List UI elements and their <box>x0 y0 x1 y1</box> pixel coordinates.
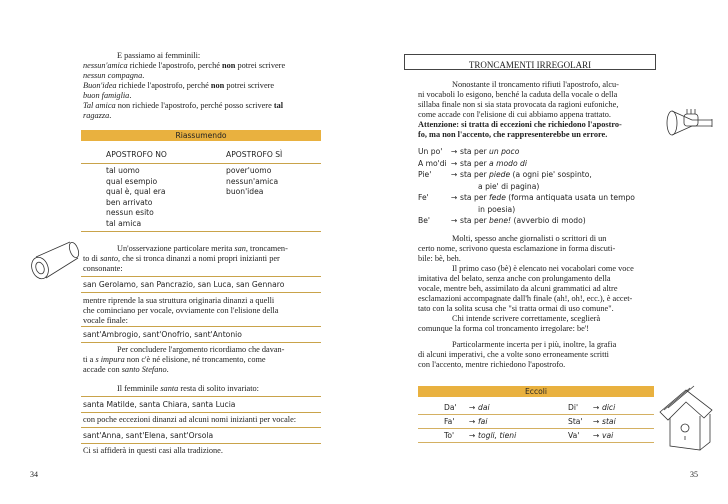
apostrofo-no-item: nessun esito <box>106 208 154 217</box>
san-paragraph <box>83 244 323 274</box>
molti-line: Molti, spesso anche giornalisti o scrittori di un <box>452 234 607 243</box>
birdhouse-sketch-icon <box>656 384 716 456</box>
molti-line: Chi intende scrivere correttamente, sceglierà <box>452 314 601 323</box>
concludere-paragraph <box>83 345 323 375</box>
arrow-icon: → <box>468 417 476 426</box>
riassumendo-divider <box>81 163 321 164</box>
santa-text-a: Il femminile <box>117 384 161 393</box>
imperativo: Da' <box>444 403 457 412</box>
arrow-icon: → <box>450 147 458 156</box>
imperativo-meaning: fai <box>478 417 488 426</box>
femminili-lines <box>83 61 323 121</box>
eccoli-row <box>444 416 487 427</box>
rule-4 <box>81 342 321 343</box>
riassumendo-bottom-rule <box>81 231 321 232</box>
troncamento-row <box>418 215 658 226</box>
s-impura: s impura <box>95 355 125 364</box>
rule-2 <box>81 292 321 293</box>
molti-line: imitativa del belato, senza anche con prolungamento della <box>418 274 611 283</box>
concludere-3b: . <box>166 365 169 374</box>
imperativo: Sta' <box>568 417 583 426</box>
femminili-line <box>83 101 323 111</box>
troncamento-row <box>418 181 658 192</box>
emphasis: non <box>210 81 225 90</box>
example-word: Tal amica <box>83 101 116 110</box>
imperativo-meaning: stai <box>602 417 616 426</box>
arrow-icon: → <box>450 158 458 168</box>
cylinder-sketch-icon <box>26 236 82 282</box>
femminili-line <box>83 111 323 121</box>
grafia-paragraph <box>418 340 654 370</box>
right-page <box>364 0 728 504</box>
example-word: ragazza <box>83 111 110 120</box>
page-number-left: 34 <box>30 470 38 479</box>
ci-si-affidera: Ci si affiderà in questi casi alla tradizione. <box>83 446 223 455</box>
molti-line: vocale, mentre beh, assimilato da alcuni grammatici ad altre <box>418 284 618 293</box>
attenzione-line: fo, ma non l'accento, che rappresenterebbe un errore. <box>418 130 608 139</box>
imperativo-meaning: dici <box>602 403 616 412</box>
troncamento-meaning: a modo di <box>489 158 527 168</box>
molti-line: bile: bè, beh. <box>418 254 461 263</box>
troncamento-meaning: un poco <box>489 147 520 156</box>
troncamento-row <box>418 158 658 169</box>
femminili-line <box>83 61 323 71</box>
santa-text-b: resta di solito invariato: <box>178 384 259 393</box>
imperativo: Di' <box>568 403 579 412</box>
troncamento-row <box>418 192 658 203</box>
molti-line: comunque la forma col troncamento irregolare: be'! <box>418 324 590 333</box>
molti-line: tato con la solita scusa che "si tratta ormai di uso comune". <box>418 304 614 313</box>
trumpet-sketch-icon <box>662 106 716 140</box>
imperativo-meaning: vai <box>602 431 614 440</box>
eccoli-rule <box>418 442 654 443</box>
example-word: nessun compagna <box>83 71 143 80</box>
apostrofo-no-item: tal amica <box>106 218 142 228</box>
mentre-line: vocale finale: <box>83 316 128 325</box>
col-apostrofo-no-header: APOSTROFO NO <box>106 150 167 159</box>
mentre-paragraph <box>83 296 323 326</box>
rule-1 <box>81 276 321 277</box>
femminili-block <box>83 51 323 121</box>
concludere-3a: accade con <box>83 365 122 374</box>
apostrofo-no-item: qual è, qual era <box>106 187 166 196</box>
arrow-icon: → <box>592 417 600 426</box>
mentre-line: che cominciano per vocale, ovviamente con l'elisione della <box>83 306 279 315</box>
troncamento-meaning: fede <box>489 193 506 202</box>
example-word: buon famiglia <box>83 91 130 100</box>
intro-line: sillaba finale non si sia stata provocata da ragioni eufoniche, <box>418 100 619 109</box>
arrow-icon: → <box>450 170 458 179</box>
eccoli-rule <box>418 414 654 415</box>
sant-examples: sant'Ambrogio, sant'Onofrio, sant'Antonio <box>83 330 242 339</box>
eccoli-list <box>418 402 654 450</box>
arrow-icon: → <box>468 431 476 440</box>
imperativo: Va' <box>568 431 580 440</box>
imperativo: Fa' <box>444 417 455 426</box>
sta-per: sta per <box>460 193 490 202</box>
attenzione-note <box>418 120 654 140</box>
santo-stefano: santo Stefano <box>121 365 167 374</box>
san-word: san <box>234 244 246 253</box>
rule-6 <box>81 412 321 413</box>
eccoli-row <box>444 430 516 441</box>
grafia-line: Particolarmente incerta per i più, inoltre, la grafia <box>452 340 617 349</box>
arrow-icon: → <box>592 431 600 440</box>
apostrofo-si-list <box>226 166 278 198</box>
rule-5 <box>81 396 321 397</box>
example-word: Buon'idea <box>83 81 117 90</box>
poche-eccezioni: con poche eccezioni dinanzi ad alcuni nomi inizianti per vocale: <box>83 415 297 424</box>
troncamento-note: (forma antiquata usata un tempo <box>505 193 635 202</box>
eccoli-rule <box>418 428 654 429</box>
troncamento-row <box>418 169 658 180</box>
molti-paragraph <box>418 234 654 334</box>
san-text-3: to di <box>83 254 101 263</box>
san-text-4: , che si tronca dinanzi a nomi propri inizianti per <box>118 254 280 263</box>
line-text: richiede l'apostrofo, perché <box>127 61 222 70</box>
femminili-line <box>83 81 323 91</box>
molti-line: esclamazioni accompagnate dall'h finale (ah!, oh!, ecc.), è accet- <box>418 294 633 303</box>
apostrofo-no-item: tal uomo <box>106 166 140 175</box>
grafia-line: di alcuni imperativi, che a volte sono erroneamente scritti <box>418 350 609 359</box>
apostrofo-si-item: pover'uomo <box>226 166 272 175</box>
troncamento-word: Pie' <box>418 170 432 179</box>
emphasis: tal <box>273 101 284 110</box>
troncamento-word: A mo'di <box>418 158 447 168</box>
sta-per: sta per <box>460 158 490 168</box>
example-word: nessun'amica <box>83 61 128 70</box>
apostrofo-si-item: nessun'amica <box>226 176 279 186</box>
eccoli-row <box>568 416 616 427</box>
san-text-2: , troncamen- <box>245 244 288 253</box>
rule-7 <box>81 427 321 428</box>
line-text: richiede l'apostrofo, perché <box>116 81 211 90</box>
line-text: . <box>142 71 145 80</box>
concludere-2a: ti a <box>83 355 96 364</box>
sta-per: sta per <box>460 147 490 156</box>
santo-word: santo <box>100 254 119 263</box>
troncamento-word: Un po' <box>418 147 443 156</box>
arrow-icon: → <box>468 403 476 412</box>
line-text: non richiede l'apostrofo, perché posso scrivere <box>115 101 274 110</box>
rule-8 <box>81 443 321 444</box>
concludere-2b: non c'è né elisione, né troncamento, come <box>124 355 266 364</box>
troncamento-note: (a ogni pie' sospinto, <box>510 170 592 179</box>
imperativo-meaning: dai <box>478 403 490 412</box>
troncamenti-intro <box>418 80 654 120</box>
troncamento-note: a pie' di pagina) <box>478 181 540 191</box>
san-examples: san Gerolamo, san Pancrazio, san Luca, san Gennaro <box>83 280 285 289</box>
emphasis: non <box>221 61 236 70</box>
troncamento-note: (avverbio di modo) <box>511 216 586 225</box>
sta-per: sta per <box>460 216 490 225</box>
eccoli-row <box>568 430 613 441</box>
rule-3 <box>81 326 321 327</box>
arrow-icon: → <box>592 403 600 412</box>
femminili-line <box>83 91 323 101</box>
santanna-examples: sant'Anna, sant'Elena, sant'Orsola <box>83 431 214 440</box>
troncamenti-title-box <box>404 54 656 70</box>
imperativo-meaning: togli, tieni <box>478 431 517 440</box>
molti-line: certo nome, scrivono questa esclamazione in forma discuti- <box>418 244 616 253</box>
femminile-santa <box>83 384 323 394</box>
col-apostrofo-si-header: APOSTROFO SÌ <box>226 150 283 159</box>
troncamenti-list <box>418 146 658 230</box>
troncamento-row <box>418 146 658 157</box>
apostrofo-si-item: buon'idea <box>226 187 264 196</box>
intro-line: Nonostante il troncamento rifiuti l'apostrofo, alcu- <box>452 80 619 89</box>
line-text: . <box>109 111 112 120</box>
eccoli-row <box>444 402 490 413</box>
page-number-right: 35 <box>690 470 698 479</box>
santa-examples: santa Matilde, santa Chiara, santa Lucia <box>83 400 236 409</box>
concludere-line-1: Per concludere l'argomento ricordiamo che davan- <box>117 345 285 354</box>
riassumendo-title: Riassumendo <box>81 130 321 141</box>
line-text: . <box>129 91 132 100</box>
intro-femminili: E passiamo ai femminili: <box>117 51 201 60</box>
line-text: potrei scrivere <box>235 61 286 70</box>
mentre-line: mentre riprende la sua struttura originaria dinanzi a quelli <box>83 296 275 305</box>
intro-line: come accade con l'elisione di cui abbiamo appena trattato. <box>418 110 611 119</box>
troncamento-row <box>418 204 658 215</box>
arrow-icon: → <box>450 216 458 225</box>
attenzione-line: Attenzione: si tratta di eccezioni che richiedono l'apostro- <box>418 120 622 129</box>
intro-line: ni vocaboli lo esigono, benché la caduta della vocale o della <box>418 90 618 99</box>
arrow-icon: → <box>450 193 458 202</box>
troncamenti-title: TRONCAMENTI IRREGOLARI <box>468 60 592 70</box>
troncamento-word: Fe' <box>418 193 429 202</box>
san-text-1: Un'osservazione particolare merita <box>117 244 235 253</box>
troncamento-note: in poesia) <box>478 204 516 214</box>
troncamento-meaning: bene! <box>489 216 512 225</box>
troncamento-word: Be' <box>418 216 430 225</box>
eccoli-title: Eccoli <box>418 386 654 397</box>
grafia-line: con l'accento, mentre richiedono l'apostrofo. <box>418 360 566 369</box>
apostrofo-no-list <box>106 166 166 229</box>
apostrofo-no-item: ben arrivato <box>106 197 153 207</box>
santa-word: santa <box>160 384 179 393</box>
femminili-line <box>83 71 323 81</box>
troncamento-meaning: piede <box>489 170 511 179</box>
molti-line: Il primo caso (bè) è elencato nei vocabolari come voce <box>452 264 634 273</box>
imperativo: To' <box>444 431 455 440</box>
san-text-5: consonante: <box>83 264 123 273</box>
line-text: potrei scrivere <box>224 81 275 90</box>
sta-per: sta per <box>460 170 490 179</box>
apostrofo-no-item: qual esempio <box>106 176 158 186</box>
eccoli-row <box>568 402 615 413</box>
